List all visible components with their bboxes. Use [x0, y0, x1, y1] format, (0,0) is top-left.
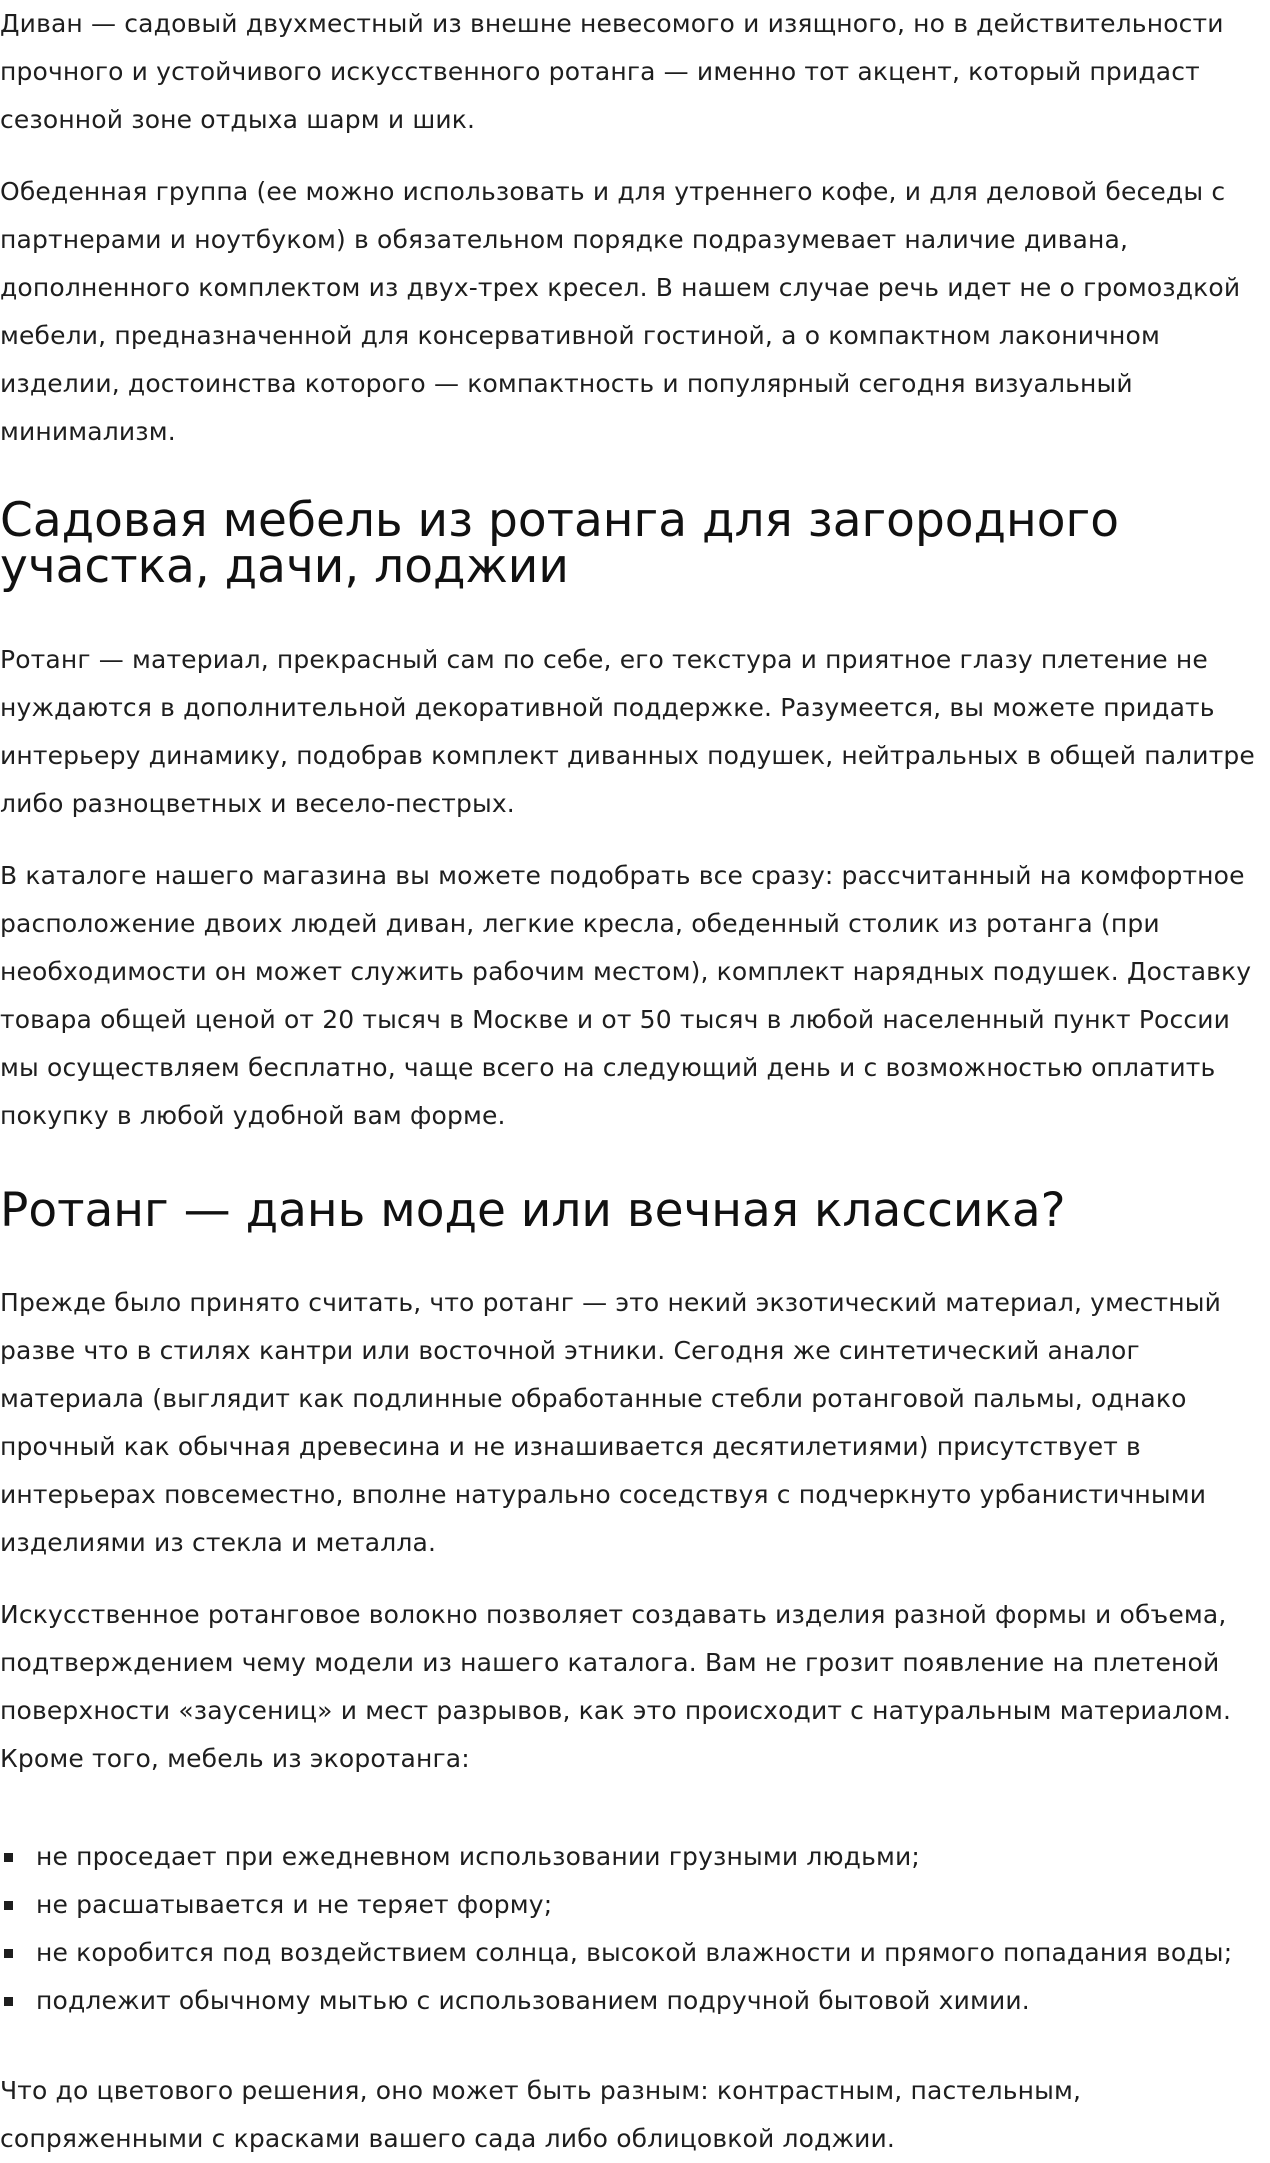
square-bullet-icon — [4, 1949, 13, 1958]
benefits-list — [0, 1833, 1270, 2025]
paragraph-catalog-delivery: В каталоге нашего магазина вы можете подобрать все сразу: рассчитанный на комфортное расположение двоих людей диван, легкие кресла, обеденный столик из ротанга (при необходимости он может служить рабочим местом), комплект нарядных подушек. Доставку товара общей ценой от 20 тысяч в Москве и от 50 тысяч в любой населенный пункт России мы осуществляем бесплатно, чаще всего на следующий день и с возможностью оплатить покупку в любой удобной вам форме. — [0, 861, 1252, 1130]
list-item-text: не проседает при ежедневном использовании грузными людьми; — [36, 1842, 920, 1871]
paragraph-color-solution: Что до цветового решения, оно может быть разным: контрастным, пастельным, сопряженными с красками вашего сада либо облицовкой лоджии. — [0, 2076, 1082, 2153]
list-item-text: не коробится под воздействием солнца, высокой влажности и прямого попадания воды; — [36, 1938, 1233, 1967]
paragraph-rattan-history: Прежде было принято считать, что ротанг — это некий экзотический материал, уместный разве что в стилях кантри или восточной этники. Сегодня же синтетический аналог материала (выглядит как подлинные обработанные стебли ротанговой пальмы, однако прочный как обычная древесина и не изнашивается десятилетиями) присутствует в интерьерах повсеместно, вполне натурально соседствуя с подчеркнуто урбанистичными изделиями из стекла и металла. — [0, 1288, 1222, 1557]
paragraph-rattan-material: Ротанг — материал, прекрасный сам по себе, его текстура и приятное глазу плетение не нуждаются в дополнительной декоративной поддержке. Разумеется, вы можете придать интерьеру динамику, подобрав комплект диванных подушек, нейтральных в общей палитре либо разноцветных и весело-пестрых. — [0, 645, 1255, 818]
list-item — [0, 1833, 1270, 1881]
square-bullet-icon — [4, 1853, 13, 1862]
list-item — [0, 1929, 1270, 1977]
heading-rattan-classic: Ротанг — дань моде или вечная классика? — [0, 1183, 1066, 1238]
square-bullet-icon — [4, 1997, 13, 2006]
list-item — [0, 1881, 1270, 1929]
paragraph-dining-group: Обеденная группа (ее можно использовать и для утреннего кофе, и для деловой беседы с партнерами и ноутбуком) в обязательном порядке подразумевает наличие дивана, дополненного комплектом из двух-трех кресел. В нашем случае речь идет не о громоздкой мебели, предназначенной для консервативной гостиной, а о компактном лаконичном изделии, достоинства которого — компактность и популярный сегодня визуальный минимализм. — [0, 177, 1241, 446]
list-item-text: подлежит обычному мытью с использованием подручной бытовой химии. — [36, 1986, 1030, 2015]
list-item-text: не расшатывается и не теряет форму; — [36, 1890, 553, 1919]
heading-garden-furniture: Садовая мебель из ротанга для загородного участка, дачи, лоджии — [0, 493, 1119, 594]
paragraph-sofa-intro: Диван — садовый двухместный из внешне невесомого и изящного, но в действительности прочного и устойчивого искусственного ротанга — именно тот акцент, который придаст сезонной зоне отдыха шарм и шик. — [0, 9, 1224, 134]
list-item — [0, 1977, 1270, 2025]
paragraph-artificial-fiber: Искусственное ротанговое волокно позволяет создавать изделия разной формы и объема, подтверждением чему модели из нашего каталога. Вам не грозит появление на плетеной поверхности «заусениц» и мест разрывов, как это происходит с натуральным материалом. Кроме того, мебель из экоротанга: — [0, 1600, 1232, 1773]
square-bullet-icon — [4, 1901, 13, 1910]
